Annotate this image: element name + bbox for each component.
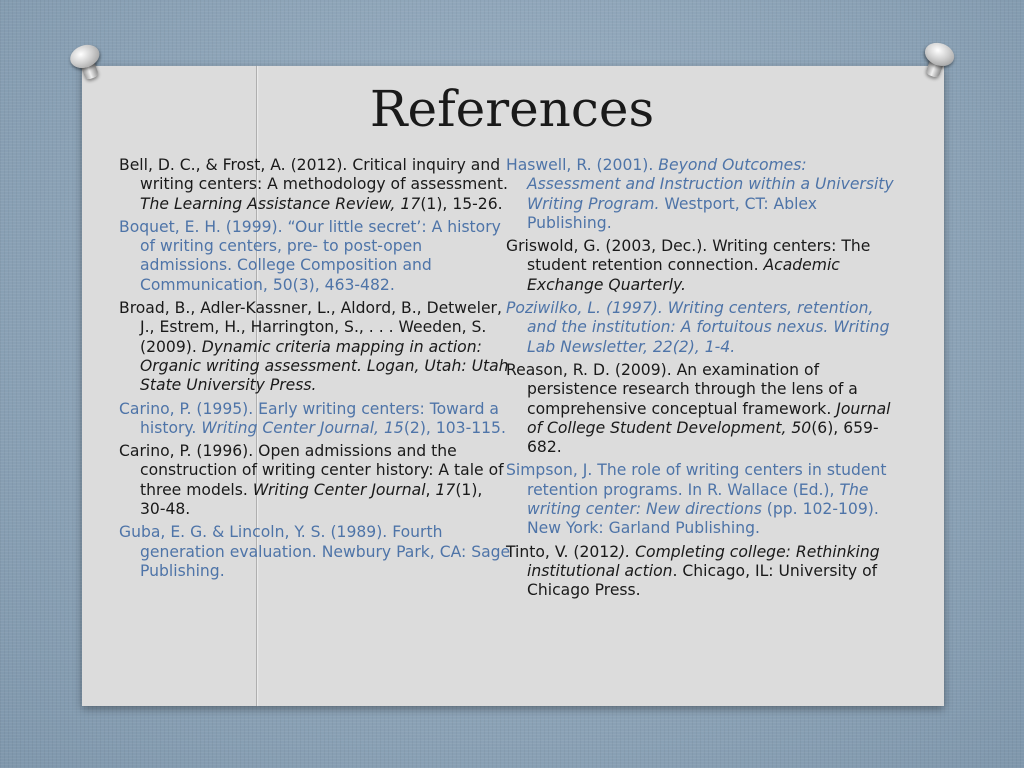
references-right-column (506, 156, 901, 605)
slide-title: References (369, 80, 655, 138)
reference-entry (119, 299, 511, 395)
reference-text: Writing Center Journal, 15 (201, 418, 404, 437)
reference-text: Tinto, V. (2012 (506, 542, 620, 561)
reference-text: Simpson, J. The role of writing centers in student retention programs. In R. Wallace (Ed.), (506, 461, 887, 499)
reference-text: The writing center: New directions (527, 480, 869, 519)
reference-entry (506, 543, 901, 601)
reference-text: Haswell, R. (2001). (506, 156, 659, 174)
reference-text: Carino, P. (1996). Open admissions and the construction of writing center history: A tale of three models. (119, 442, 504, 499)
reference-text: Bell, D. C., & Frost, A. (2012). Critical inquiry and writing centers: A methodology of assessment. (119, 156, 508, 194)
reference-entry (119, 523, 511, 581)
reference-text: . Chicago, IL: University of Chicago Press. (527, 561, 878, 600)
reference-entry (506, 156, 901, 233)
reference-text: , (425, 480, 436, 499)
reference-entry (506, 237, 901, 295)
reference-entry (506, 461, 901, 538)
reference-text: (2), 103-115. (403, 418, 506, 437)
reference-entry (119, 218, 511, 295)
reference-text: Poziwilko, L. (1997). Writing centers, retention, and the institution: A fortuitous nexus. Writing Lab Newsletter, 22(2), 1-4. (506, 299, 890, 356)
reference-text: The Learning Assistance Review, 17 (140, 194, 421, 213)
reference-text: Carino, P. (1995). Early writing centers: Toward a history. (119, 399, 499, 437)
reference-text: Journal of College Student Development, 50 (527, 399, 891, 437)
reference-entry (119, 442, 511, 519)
reference-text: (6), 659-682. (527, 418, 879, 457)
reference-text: Dynamic criteria mapping in action: Organic writing assessment. Logan, Utah: Utah State University Press. (140, 337, 509, 395)
reference-text: Beyond Outcomes: Assessment and Instruction within a University Writing Program. (527, 156, 894, 213)
reference-entry (506, 361, 901, 457)
reference-text: (1), 30-48. (140, 480, 483, 519)
reference-text: 17 (435, 480, 456, 499)
reference-text: Academic Exchange Quarterly. (527, 256, 840, 294)
references-left-column (119, 156, 511, 585)
reference-text: Broad, B., Adler-Kassner, L., Aldord, B., Detweler, J., Estrem, H., Harrington, S., . . . Weeden, S. (2009). (119, 299, 502, 356)
reference-entry (119, 156, 511, 214)
reference-entry (506, 299, 901, 357)
reference-text: (pp. 102-109). New York: Garland Publishing. (527, 500, 879, 538)
reference-text: Guba, E. G. & Lincoln, Y. S. (1989). Fourth generation evaluation. Newbury Park, CA: Sage Publishing. (119, 523, 511, 580)
reference-entry (119, 400, 511, 439)
reference-text: (1), 15-26. (420, 194, 503, 213)
reference-text: Reason, R. D. (2009). An examination of persistence research through the lens of a comprehensive conceptual framework. (506, 360, 858, 418)
reference-text: Boquet, E. H. (1999). “Our little secret’: A history of writing centers, pre- to post-open admissions. College Composition and Communication, 50(3), 463-482. (119, 217, 501, 294)
reference-text: ). Completing college: Rethinking institutional action (527, 542, 880, 580)
reference-text: Writing Center Journal (252, 480, 426, 499)
reference-text: Westport, CT: Ablex Publishing. (527, 194, 817, 232)
reference-text: Griswold, G. (2003, Dec.). Writing centers: The student retention connection. (506, 237, 871, 275)
